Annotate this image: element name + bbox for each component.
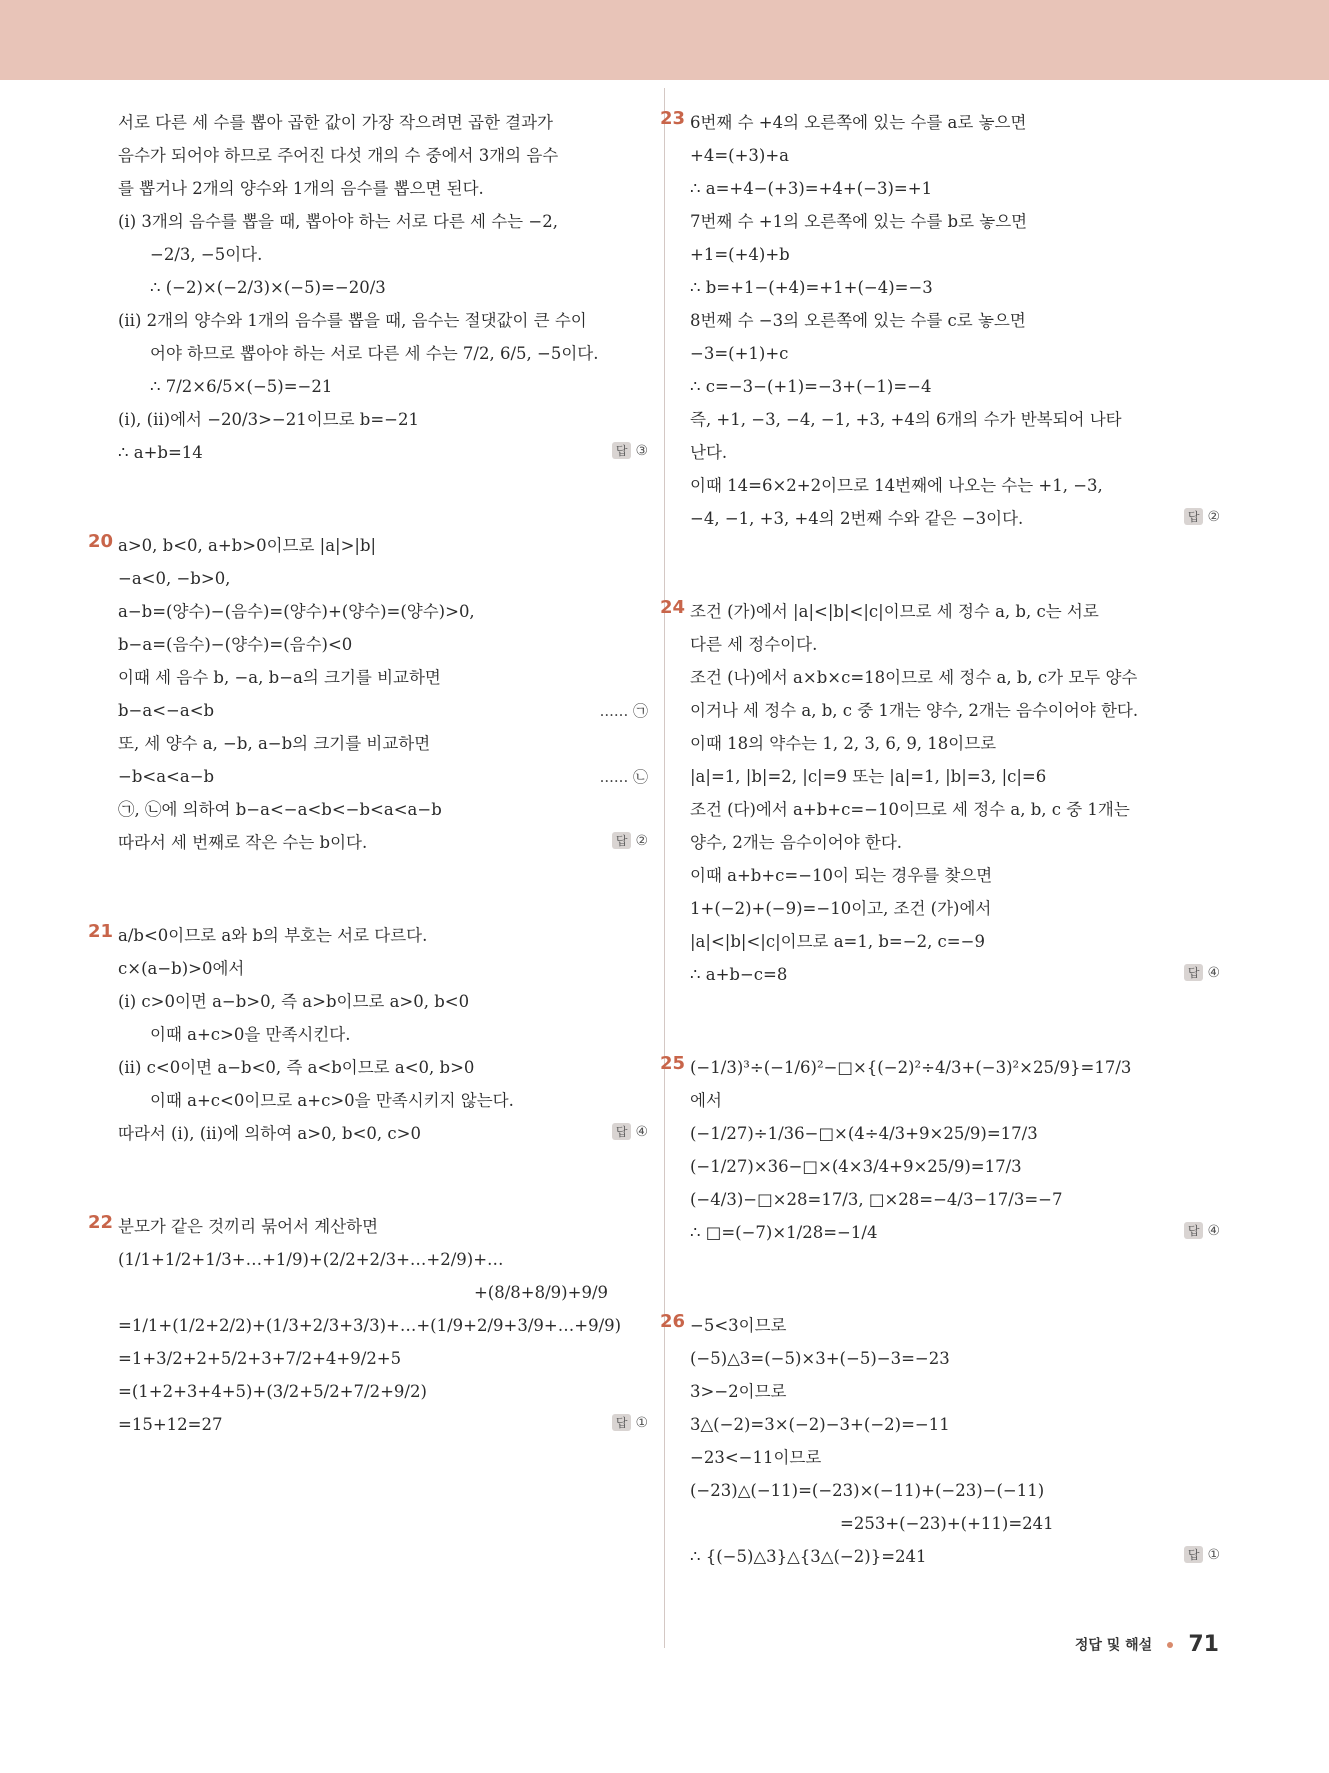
answer-badge <box>612 442 648 459</box>
text-line: c×(a−b)>0에서 <box>118 959 245 978</box>
answer-badge <box>1184 1222 1220 1239</box>
text-line: −b<a<a−b <box>118 767 215 786</box>
text-line: (−23)△(−11)=(−23)×(−11)+(−23)−(−11) <box>690 1481 1045 1500</box>
solution-26 <box>660 1309 1220 1573</box>
text-line: 이거나 세 정수 a, b, c 중 1개는 양수, 2개는 음수이어야 한다. <box>690 701 1139 720</box>
text-line: ∴ b=+1−(+4)=+1+(−4)=−3 <box>690 278 933 297</box>
text-line: 8번째 수 −3의 오른쪽에 있는 수를 c로 놓으면 <box>690 311 1026 330</box>
text-line: (−5)△3=(−5)×3+(−5)−3=−23 <box>690 1349 950 1368</box>
text-line: |a|<|b|<|c|이므로 a=1, b=−2, c=−9 <box>690 932 985 951</box>
solution-20 <box>88 529 648 859</box>
text-line: (−4/3)−□×28=17/3, □×28=−4/3−17/3=−7 <box>690 1190 1063 1209</box>
text-line: −23<−11이므로 <box>690 1448 822 1467</box>
answer-row <box>690 1216 1220 1249</box>
text-line: (ⅱ) c<0이면 a−b<0, 즉 a<b이므로 a<0, b>0 <box>118 1058 475 1077</box>
text-line: −3=(+1)+c <box>690 344 789 363</box>
text-line: ㉠, ㉡에 의하여 b−a<−a<b<−b<a<a−b <box>118 800 442 819</box>
answer-value: ④ <box>1207 965 1220 981</box>
answer-value: ③ <box>635 443 648 459</box>
text-line: 분모가 같은 것끼리 묶어서 계산하면 <box>118 1217 379 1236</box>
question-number: 20 <box>88 531 114 552</box>
text-line: (1/1+1/2+1/3+…+1/9)+(2/2+2/3+…+2/9)+… <box>118 1250 504 1269</box>
column-divider <box>664 88 665 1648</box>
answer-badge <box>612 1123 648 1140</box>
text-line: 따라서 (ⅰ), (ⅱ)에 의하여 a>0, b<0, c>0 <box>118 1124 421 1143</box>
text-line: (−1/27)×36−□×(4×3/4+9×25/9)=17/3 <box>690 1157 1022 1176</box>
text-line: 를 뽑거나 2개의 양수와 1개의 음수를 뽑으면 된다. <box>118 179 484 198</box>
answer-label: 답 <box>612 1414 632 1431</box>
text-line: 이때 a+c>0을 만족시킨다. <box>150 1025 351 1044</box>
answer-value: ① <box>1207 1547 1220 1563</box>
text-line: a/b<0이므로 a와 b의 부호는 서로 다르다. <box>118 926 428 945</box>
text-line: 어야 하므로 뽑아야 하는 서로 다른 세 수는 7/2, 6/5, −5이다. <box>150 344 599 363</box>
answer-value: ② <box>1207 509 1220 525</box>
text-line: (−1/27)÷1/36−□×(4÷4/3+9×25/9)=17/3 <box>690 1124 1038 1143</box>
text-line: −5<3이므로 <box>690 1316 787 1335</box>
text-line: ∴ a+b−c=8 <box>690 965 788 984</box>
text-line: (ⅰ), (ⅱ)에서 −20/3>−21이므로 b=−21 <box>118 410 419 429</box>
answer-value: ② <box>635 833 648 849</box>
text-line: 이때 a+b+c=−10이 되는 경우를 찾으면 <box>690 866 993 885</box>
marker-1: ...... ㉠ <box>599 702 648 720</box>
text-line: 1+(−2)+(−9)=−10이고, 조건 (가)에서 <box>690 899 992 918</box>
top-band <box>0 0 1329 80</box>
text-line: ∴ □=(−7)×1/28=−1/4 <box>690 1223 878 1242</box>
text-line: +1=(+4)+b <box>690 245 790 264</box>
footer-dot-icon <box>1167 1642 1173 1648</box>
question-number: 25 <box>660 1053 686 1074</box>
answer-label: 답 <box>1184 508 1204 525</box>
text-line: 이때 18의 약수는 1, 2, 3, 6, 9, 18이므로 <box>690 734 997 753</box>
text-line: 이때 14=6×2+2이므로 14번째에 나오는 수는 +1, −3, <box>690 476 1103 495</box>
text-line: 7번째 수 +1의 오른쪽에 있는 수를 b로 놓으면 <box>690 212 1028 231</box>
text-line: 이때 a+c<0이므로 a+c>0을 만족시키지 않는다. <box>150 1091 514 1110</box>
text-line: b−a=(음수)−(양수)=(음수)<0 <box>118 635 353 654</box>
answer-row <box>118 1408 648 1441</box>
question-number: 23 <box>660 108 686 129</box>
question-number: 24 <box>660 597 686 618</box>
answer-badge <box>1184 1546 1220 1563</box>
text-line: 서로 다른 세 수를 뽑아 곱한 값이 가장 작으려면 곱한 결과가 <box>118 113 553 132</box>
left-column <box>88 106 648 1441</box>
answer-label: 답 <box>1184 1546 1204 1563</box>
right-column <box>660 106 1220 1573</box>
text-line: =1+3/2+2+5/2+3+7/2+4+9/2+5 <box>118 1349 402 1368</box>
text-line: 음수가 되어야 하므로 주어진 다섯 개의 수 중에서 3개의 음수 <box>118 146 559 165</box>
solution-25 <box>660 1051 1220 1249</box>
text-line: 즉, +1, −3, −4, −1, +3, +4의 6개의 수가 반복되어 나타 <box>690 410 1122 429</box>
answer-badge <box>612 832 648 849</box>
marked-row <box>118 760 648 793</box>
text-line: (ⅰ) 3개의 음수를 뽑을 때, 뽑아야 하는 서로 다른 세 수는 −2, <box>118 212 558 231</box>
text-line: 조건 (가)에서 |a|<|b|<|c|이므로 세 정수 a, b, c는 서로 <box>690 602 1099 621</box>
text-line: a>0, b<0, a+b>0이므로 |a|>|b| <box>118 536 377 555</box>
solution-21 <box>88 919 648 1150</box>
answer-row <box>118 1117 648 1150</box>
answer-label: 답 <box>1184 1222 1204 1239</box>
answer-badge <box>612 1414 648 1431</box>
text-line: 3>−2이므로 <box>690 1382 787 1401</box>
text-line: =253+(−23)+(+11)=241 <box>840 1514 1054 1533</box>
answer-label: 답 <box>612 832 632 849</box>
answer-value: ④ <box>635 1124 648 1140</box>
text-line: ∴ c=−3−(+1)=−3+(−1)=−4 <box>690 377 932 396</box>
text-line: 난다. <box>690 443 728 462</box>
marker-2: ...... ㉡ <box>599 768 648 786</box>
text-line: ∴ 7/2×6/5×(−5)=−21 <box>150 377 333 396</box>
text-line: ∴ a=+4−(+3)=+4+(−3)=+1 <box>690 179 933 198</box>
text-line: 양수, 2개는 음수이어야 한다. <box>690 833 903 852</box>
marked-row <box>118 694 648 727</box>
question-number: 26 <box>660 1311 686 1332</box>
text-line: 조건 (다)에서 a+b+c=−10이므로 세 정수 a, b, c 중 1개는 <box>690 800 1130 819</box>
solution-23 <box>660 106 1220 535</box>
answer-value: ① <box>635 1415 648 1431</box>
text-line: +(8/8+8/9)+9/9 <box>473 1283 608 1302</box>
text-line: b−a<−a<b <box>118 701 215 720</box>
text-line: (ⅱ) 2개의 양수와 1개의 음수를 뽑을 때, 음수는 절댓값이 큰 수이 <box>118 311 587 330</box>
answer-row <box>690 958 1220 991</box>
text-line: −2/3, −5이다. <box>150 245 263 264</box>
answer-row <box>690 1540 1220 1573</box>
text-line: ∴ {(−5)△3}△{3△(−2)}=241 <box>690 1547 927 1566</box>
answer-label: 답 <box>1184 964 1204 981</box>
text-line: 에서 <box>690 1091 722 1110</box>
text-line: =15+12=27 <box>118 1415 223 1434</box>
question-number: 22 <box>88 1212 114 1233</box>
text-line: 3△(−2)=3×(−2)−3+(−2)=−11 <box>690 1415 950 1434</box>
answer-row <box>118 826 648 859</box>
text-line: 따라서 세 번째로 작은 수는 b이다. <box>118 833 368 852</box>
page-number: 71 <box>1188 1632 1219 1657</box>
text-line: 다른 세 정수이다. <box>690 635 818 654</box>
text-line: +4=(+3)+a <box>690 146 790 165</box>
footer-label: 정답 및 해설 <box>1074 1637 1153 1654</box>
text-line: 또, 세 양수 a, −b, a−b의 크기를 비교하면 <box>118 734 431 753</box>
answer-row <box>690 502 1220 535</box>
answer-badge <box>1184 964 1220 981</box>
solution-22 <box>88 1210 648 1441</box>
text-line: (−1/3)³÷(−1/6)²−□×{(−2)²÷4/3+(−3)²×25/9}=17/3 <box>690 1058 1132 1077</box>
text-line: 이때 세 음수 b, −a, b−a의 크기를 비교하면 <box>118 668 441 687</box>
solution-19-continued <box>118 106 648 469</box>
answer-value: ④ <box>1207 1223 1220 1239</box>
text-line: −a<0, −b>0, <box>118 569 231 588</box>
answer-label: 답 <box>612 442 632 459</box>
text-line: 조건 (나)에서 a×b×c=18이므로 세 정수 a, b, c가 모두 양수 <box>690 668 1138 687</box>
text-line: 6번째 수 +4의 오른쪽에 있는 수를 a로 놓으면 <box>690 113 1027 132</box>
question-number: 21 <box>88 921 114 942</box>
text-line: =1/1+(1/2+2/2)+(1/3+2/3+3/3)+…+(1/9+2/9+3/9+…+9/9) <box>118 1316 622 1335</box>
answer-badge <box>1184 508 1220 525</box>
text-line: ∴ a+b=14 <box>118 443 203 462</box>
answer-row <box>118 436 648 469</box>
answer-label: 답 <box>612 1123 632 1140</box>
text-line: ∴ (−2)×(−2/3)×(−5)=−20/3 <box>150 278 386 297</box>
text-line: (ⅰ) c>0이면 a−b>0, 즉 a>b이므로 a>0, b<0 <box>118 992 470 1011</box>
text-line: −4, −1, +3, +4의 2번째 수와 같은 −3이다. <box>690 509 1024 528</box>
solution-24 <box>660 595 1220 991</box>
page-footer <box>1075 1632 1219 1657</box>
text-line: |a|=1, |b|=2, |c|=9 또는 |a|=1, |b|=3, |c|=6 <box>690 767 1047 786</box>
text-line: =(1+2+3+4+5)+(3/2+5/2+7/2+9/2) <box>118 1382 427 1401</box>
text-line: a−b=(양수)−(음수)=(양수)+(양수)=(양수)>0, <box>118 602 475 621</box>
